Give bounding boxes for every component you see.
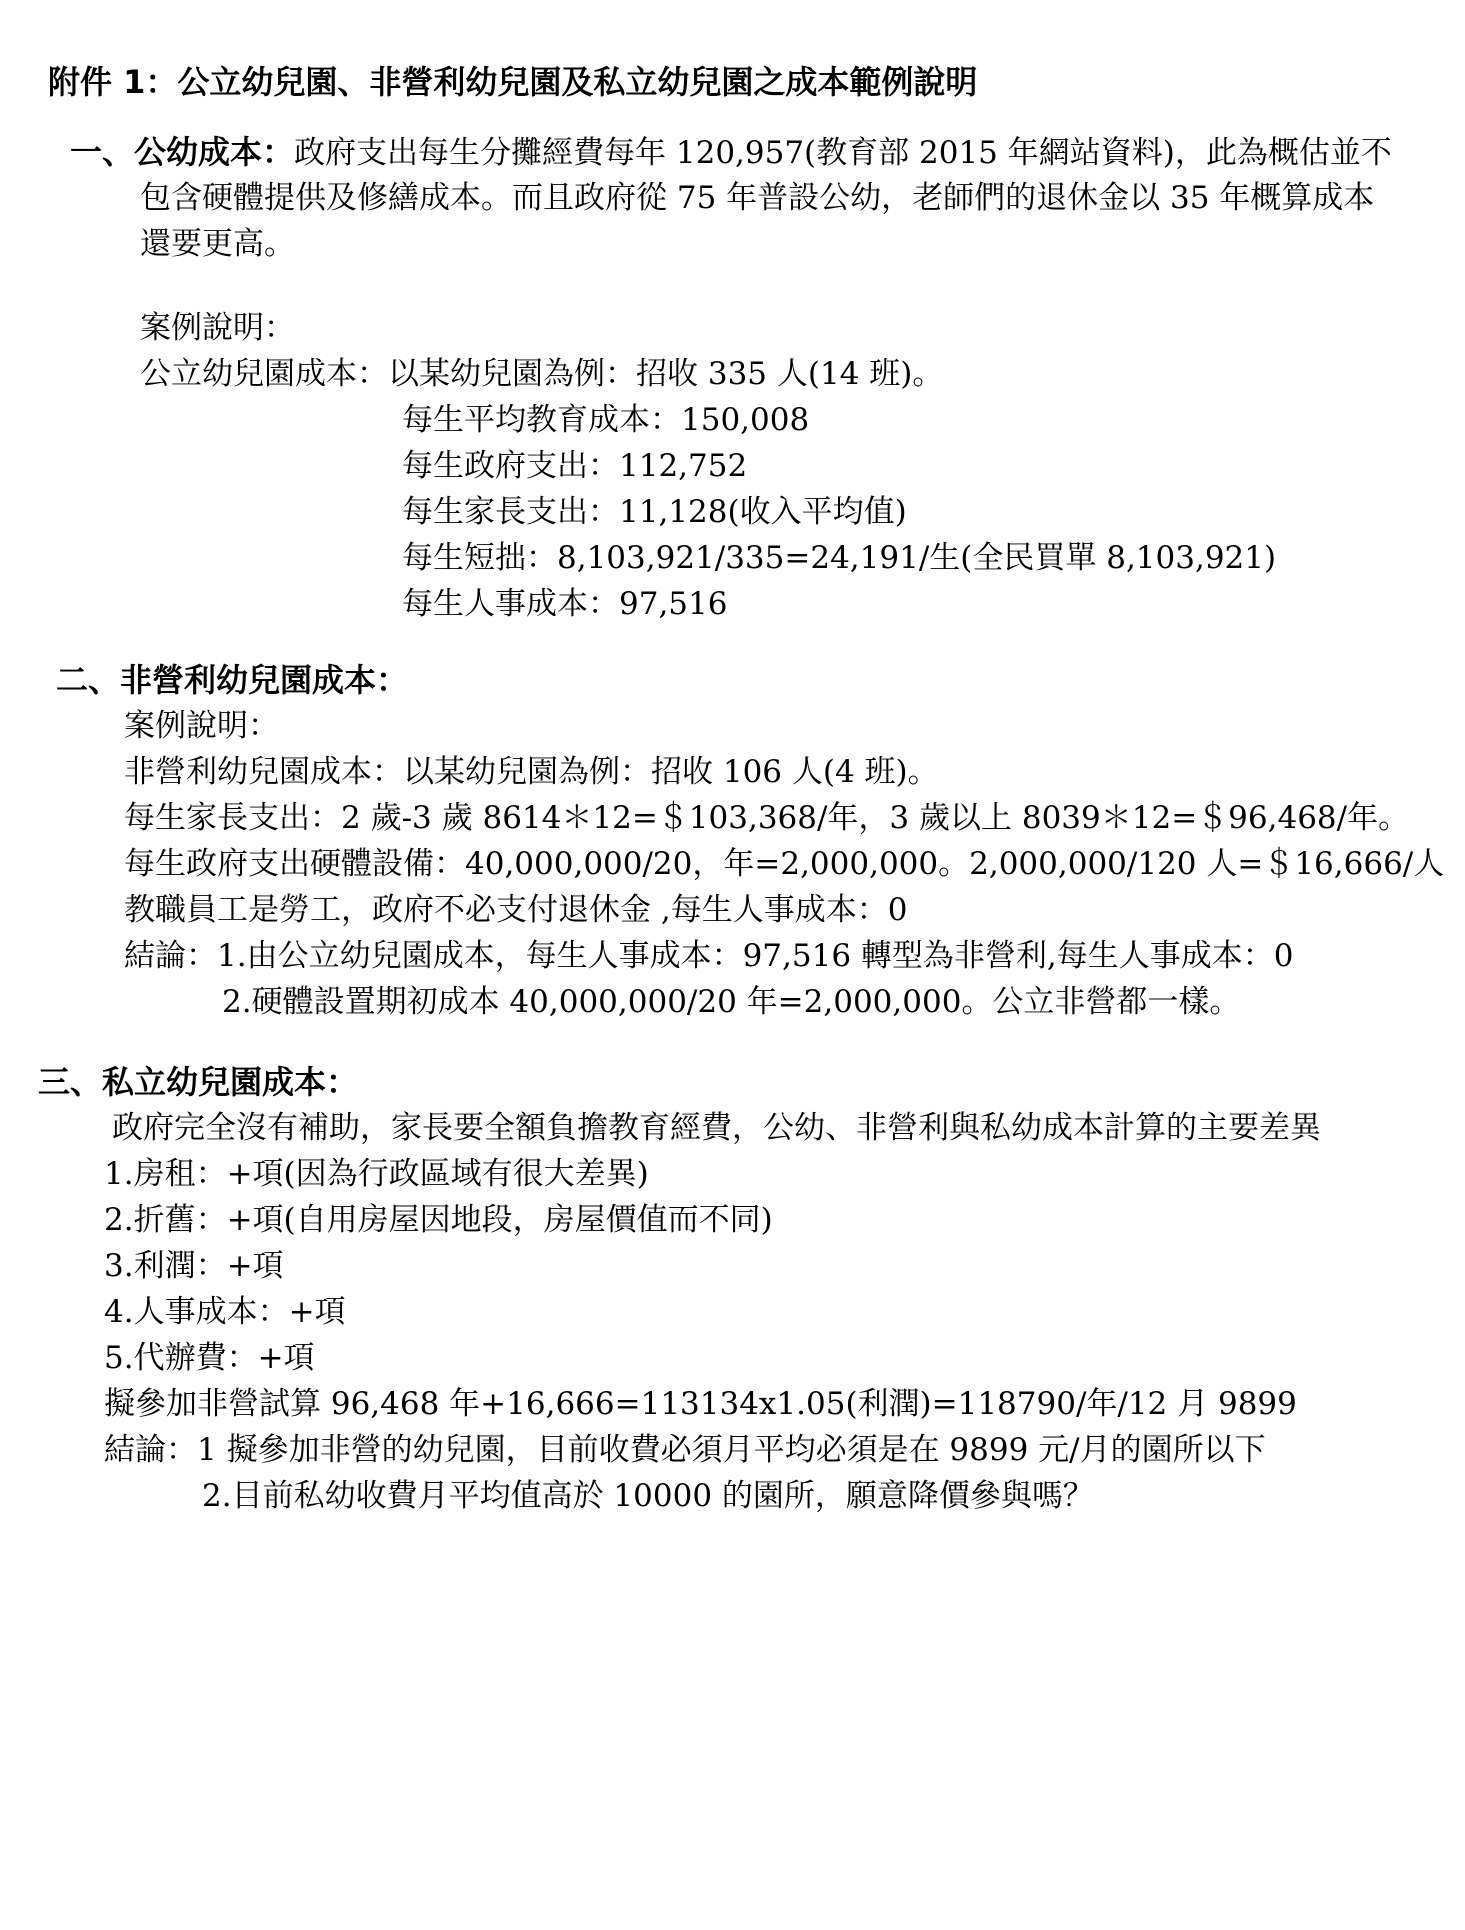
section1-heading: 一、公幼成本： xyxy=(70,133,295,171)
section2-conclusion-2: 2.硬體設置期初成本 40,000,000/20 年=2,000,000。公立非營都一樣。 xyxy=(222,984,1241,1020)
section2-heading: 二、非營利幼兒園成本： xyxy=(56,661,409,699)
section3-item: 2.折舊：+項(自用房屋因地段，房屋價值而不同) xyxy=(104,1202,773,1238)
section3-item: 1.房租：+項(因為行政區域有很大差異) xyxy=(104,1156,649,1192)
section2-line: 每生政府支出硬體設備：40,000,000/20，年=2,000,000。2,000,000/120 人=＄16,666/人 xyxy=(124,846,1445,882)
section1-case-label: 案例說明： xyxy=(140,310,295,346)
section3-conclusion-2: 2.目前私幼收費月平均值高於 10000 的園所，願意降價參與嗎？ xyxy=(202,1478,1094,1514)
page-title: 附件 1：公立幼兒園、非營利幼兒園及私立幼兒園之成本範例說明 xyxy=(48,63,978,101)
section2-line: 非營利幼兒園成本：以某幼兒園為例：招收 106 人(4 班)。 xyxy=(124,754,939,790)
section1-intro-line1: 政府支出每生分攤經費每年 120,957(教育部 2015 年網站資料)，此為概估並不 xyxy=(294,135,1392,171)
section2-case-label: 案例說明： xyxy=(124,708,279,744)
section3-conclusion-1: 結論：1 擬參加非營的幼兒園，目前收費必須月平均必須是在 9899 元/月的園所以下 xyxy=(104,1432,1266,1468)
section1-item: 每生家長支出：11,128(收入平均值) xyxy=(402,494,907,530)
section1-intro-line3: 還要更高。 xyxy=(140,226,295,262)
section1-item: 每生人事成本：97,516 xyxy=(402,586,728,622)
section1-case-line1: 公立幼兒園成本：以某幼兒園為例：招收 335 人(14 班)。 xyxy=(140,356,944,392)
section3-item: 5.代辦費：+項 xyxy=(104,1340,315,1376)
section1-item: 每生平均教育成本：150,008 xyxy=(402,402,810,438)
section1-item: 每生政府支出：112,752 xyxy=(402,448,748,484)
section3-heading: 三、私立幼兒園成本： xyxy=(38,1063,359,1101)
section3-intro: 政府完全沒有補助，家長要全額負擔教育經費，公幼、非營利與私幼成本計算的主要差異 xyxy=(112,1110,1321,1146)
section3-trial-calculation: 擬參加非營試算 96,468 年+16,666=113134x1.05(利潤)=118790/年/12 月 9899 xyxy=(104,1386,1297,1422)
section1-paragraph-line1 xyxy=(70,132,1392,173)
section2-conclusion-1: 結論：1.由公立幼兒園成本，每生人事成本：97,516 轉型為非營利,每生人事成本：0 xyxy=(124,938,1294,974)
section3-item: 3.利潤：+項 xyxy=(104,1248,284,1284)
section1-intro-line2: 包含硬體提供及修繕成本。而且政府從 75 年普設公幼，老師們的退休金以 35 年概算成本 xyxy=(140,180,1375,216)
section1-item: 每生短拙：8,103,921/335=24,191/生(全民買單 8,103,921) xyxy=(402,540,1277,576)
section3-item: 4.人事成本：+項 xyxy=(104,1294,346,1330)
section2-line: 每生家長支出：2 歲-3 歲 8614＊12=＄103,368/年，3 歲以上 8039＊12=＄96,468/年。 xyxy=(124,800,1410,836)
section2-line: 教職員工是勞工，政府不必支付退休金 ,每生人事成本：0 xyxy=(124,892,908,928)
